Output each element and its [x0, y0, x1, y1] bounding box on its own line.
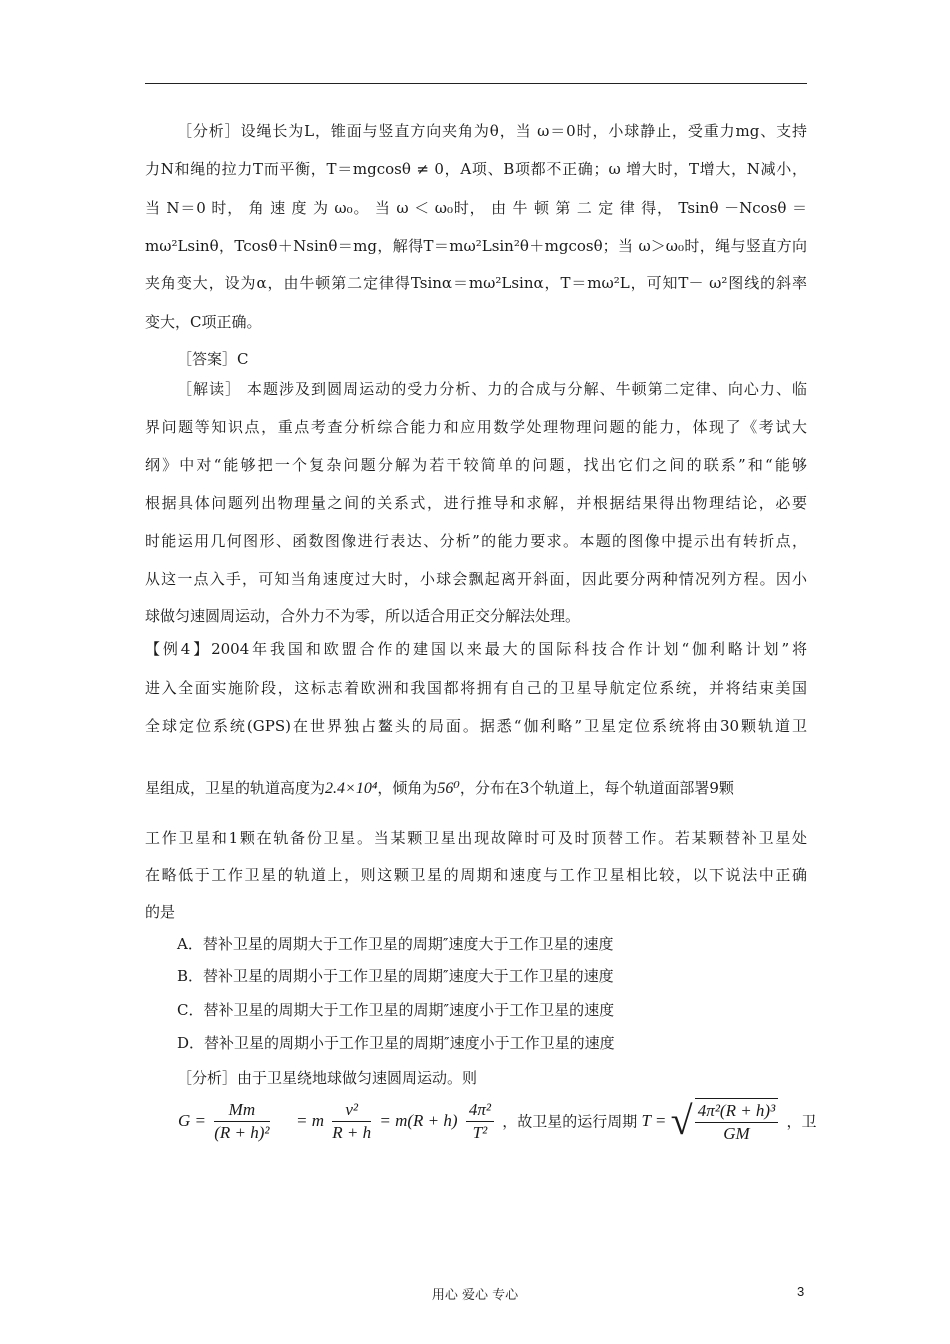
inclination-angle: 56⁰	[437, 780, 460, 797]
fraction	[332, 1100, 371, 1143]
analysis2-line: ［分析］由于卫星绕地球做匀速圆周运动。则	[177, 1069, 478, 1087]
formula-g: G =	[178, 1111, 206, 1130]
gravitation-formula	[178, 1098, 818, 1168]
analysis-line: 力N和绳的拉力T而平衡，T＝mgcosθ ≠ 0，A项、B项都不正确；ω 增大时，T增大，N减小，	[145, 160, 807, 178]
fraction-numerator: 4π²(R + h)³	[695, 1101, 778, 1123]
option-d: D．替补卫星的周期小于工作卫星的周期″速度小于工作卫星的速度	[177, 1034, 615, 1052]
interpretation-line: 时能运用几何图形、函数图像进行表达、分析”的能力要求。本题的图像中提示出有转折点，	[145, 532, 807, 550]
sqrt-sign: √	[670, 1098, 693, 1143]
header-rule	[145, 83, 807, 84]
example-line: 工作卫星和1颗在轨备份卫星。当某颗卫星出现故障时可及时顶替工作。若某颗替补卫星处	[145, 829, 807, 847]
analysis-line: 夹角变大，设为α，由牛顿第二定律得Tsinα＝mω²Lsinα，T＝mω²L，可知T－ ω²图线的斜率	[145, 274, 807, 292]
formula-text: ，卫	[786, 1112, 817, 1131]
analysis-line: 变大，C项正确。	[145, 313, 262, 331]
analysis-line: 当 N＝0 时， 角 速 度 为 ω₀。 当 ω ＜ ω₀时， 由 牛 顿 第 二 定 律 得， Tsinθ －Ncosθ ＝	[145, 199, 807, 217]
fraction-numerator: v²	[332, 1100, 371, 1122]
fraction-denominator: T²	[472, 1122, 488, 1142]
answer-line: ［答案］C	[177, 350, 249, 368]
example-line: 在略低于工作卫星的轨道上，则这颗卫星的周期和速度与工作卫星相比较，以下说法中正确	[145, 866, 807, 884]
fraction-denominator: GM	[723, 1124, 750, 1143]
example-line: 【例4】2004年我国和欧盟合作的建国以来最大的国际科技合作计划“伽利略计划”将	[145, 640, 807, 658]
formula-text: ，故卫星的运行周期	[502, 1112, 638, 1131]
formula-t: T =	[641, 1111, 667, 1130]
interpretation-line: 界问题等知识点，重点考查分析综合能力和应用数学处理物理问题的能力，体现了《考试大	[145, 418, 807, 436]
interpretation-line: 球做匀速圆周运动，合外力不为零，所以适合用正交分解法处理。	[145, 607, 581, 625]
fraction	[466, 1100, 494, 1143]
analysis-line: mω²Lsinθ，Tcosθ＋Nsinθ＝mg，解得T＝mω²Lsin²θ＋mgcosθ；当 ω＞ω₀时，绳与竖直方向	[145, 237, 807, 255]
fraction	[214, 1100, 269, 1143]
example-line: 进入全面实施阶段，这标志着欧洲和我国都将拥有自己的卫星导航定位系统，并将结束美国	[145, 679, 807, 697]
interpretation-line: ［解读］ 本题涉及到圆周运动的受力分析、力的合成与分解、牛顿第二定律、向心力、临	[177, 380, 807, 398]
example-text: ，分布在3个轨道上，每个轨道面部署9颗	[459, 779, 734, 797]
interpretation-line: 纲》中对“能够把一个复杂问题分解为若干较简单的问题，找出它们之间的联系”和“能够	[145, 456, 807, 474]
example-text: 星组成，卫星的轨道高度为	[145, 779, 326, 797]
formula-term: = m(R + h)	[379, 1111, 458, 1130]
fraction-numerator: Mm	[214, 1100, 269, 1122]
analysis-line: ［分析］设绳长为L，锥面与竖直方向夹角为θ，当 ω＝0时，小球静止，受重力mg、支持	[177, 122, 807, 140]
option-a: A．替补卫星的周期大于工作卫星的周期″速度大于工作卫星的速度	[177, 935, 614, 953]
example-line: 全球定位系统(GPS)在世界独占鳌头的局面。据悉“伽利略”卫星定位系统将由30颗轨道卫	[145, 717, 807, 735]
orbit-height: 2.4×10⁴	[325, 780, 378, 797]
example-line	[145, 778, 807, 799]
page-number: 3	[797, 1284, 805, 1299]
sqrt-radicand	[695, 1098, 778, 1144]
footer-slogan: 用心 爱心 专心	[431, 1288, 519, 1303]
example-line: 的是	[145, 903, 176, 921]
interpretation-line: 根据具体问题列出物理量之间的关系式，进行推导和求解，并根据结果得出物理结论，必要	[145, 494, 807, 512]
fraction-numerator: 4π²	[466, 1100, 494, 1122]
option-c: C．替补卫星的周期大于工作卫星的周期″速度小于工作卫星的速度	[177, 1001, 615, 1019]
example-text: ，倾角为	[377, 779, 438, 797]
fraction-denominator: (R + h)²	[214, 1122, 270, 1142]
formula-term: = m	[296, 1111, 325, 1130]
option-b: B．替补卫星的周期小于工作卫星的周期″速度大于工作卫星的速度	[177, 967, 614, 985]
interpretation-line: 从这一点入手，可知当角速度过大时，小球会飘起离开斜面，因此要分两种情况列方程。因小	[145, 570, 807, 588]
fraction-denominator: R + h	[332, 1122, 372, 1142]
